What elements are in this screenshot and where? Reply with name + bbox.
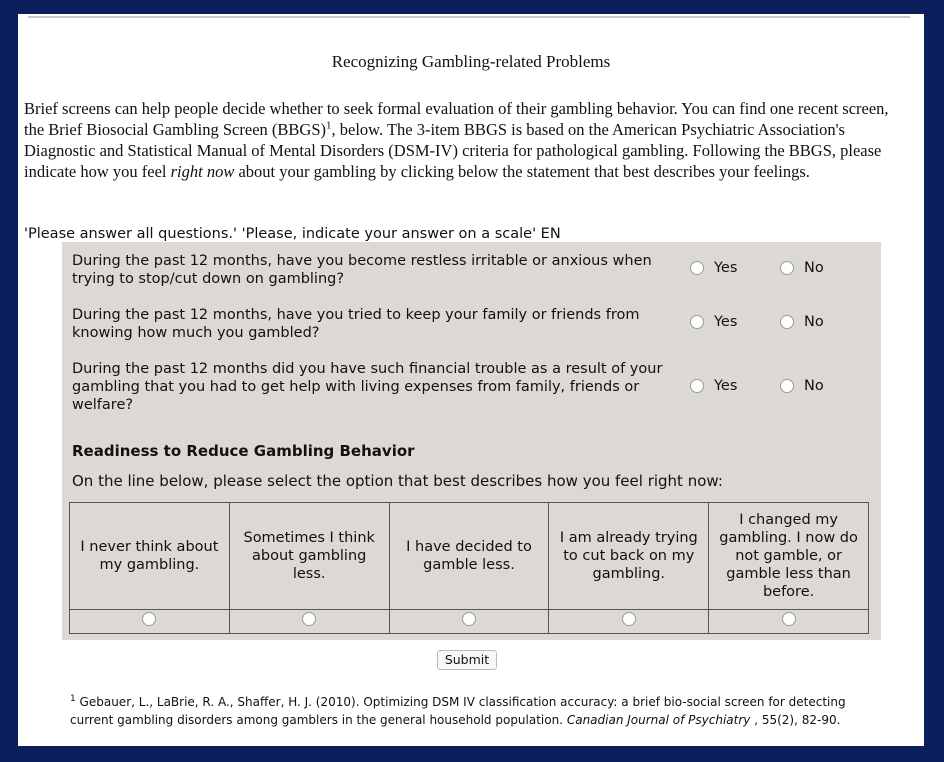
question-1-yes[interactable] [690, 260, 737, 276]
scale-radios-row [70, 610, 869, 634]
scale-option-3-radio[interactable] [462, 612, 476, 626]
question-3-no-radio[interactable] [780, 379, 794, 393]
question-1-yes-radio[interactable] [690, 261, 704, 275]
footnote-text: Gebauer, L., LaBrie, R. A., Shaffer, H. J. (2010). Optimizing DSM IV classification accuracy: a brief bio-social screen for detecting current gambling disorders among gamblers in the general household population. [70, 695, 846, 727]
readiness-instruction: On the line below, please select the option that best describes how you feel right now: [72, 472, 723, 490]
footnote [70, 690, 870, 729]
scale-labels-row [70, 503, 869, 610]
scale-option-4-label: I am already trying to cut back on my gambling. [549, 503, 709, 610]
scale-option-3-cell[interactable] [389, 610, 549, 634]
question-1-no-radio[interactable] [780, 261, 794, 275]
scale-option-1-cell[interactable] [70, 610, 230, 634]
question-2-yes-radio[interactable] [690, 315, 704, 329]
submit-button[interactable]: Submit [437, 650, 497, 670]
scale-option-2-radio[interactable] [302, 612, 316, 626]
question-3-yes[interactable] [690, 378, 737, 394]
survey-instructions: 'Please answer all questions.' 'Please, indicate your answer on a scale' EN [24, 226, 561, 242]
question-2-no-radio[interactable] [780, 315, 794, 329]
question-1-no-label: No [804, 260, 824, 276]
readiness-heading: Readiness to Reduce Gambling Behavior [72, 442, 415, 460]
question-2-no[interactable] [780, 314, 824, 330]
question-panel [62, 242, 881, 640]
question-1-no[interactable] [780, 260, 824, 276]
scale-option-5-radio[interactable] [782, 612, 796, 626]
intro-text-1: Brief screens can help people decide whether to seek formal evaluation of their gambling behavior. You can find one recent screen, the Brief Biosocial Gambling Screen (BBGS) [24, 99, 889, 139]
intro-text-3: about your gambling by clicking below the statement that best describes your feelings. [234, 162, 810, 181]
scale-option-3-label: I have decided to gamble less. [389, 503, 549, 610]
scale-option-4-cell[interactable] [549, 610, 709, 634]
footnote-number: 1 [70, 694, 76, 704]
question-1-yes-label: Yes [714, 260, 738, 276]
footnote-citation-end: , 55(2), 82-90. [750, 713, 841, 727]
scale-option-2-cell[interactable] [229, 610, 389, 634]
question-3-text: During the past 12 months did you have such financial trouble as a result of your gambling that you had to get help with living expenses from family, friends or welfare? [72, 361, 663, 413]
question-3-yes-label: Yes [714, 378, 738, 394]
scale-option-1-radio[interactable] [142, 612, 156, 626]
question-2-text: During the past 12 months, have you tried to keep your family or friends from knowing how much you gambled? [72, 307, 640, 341]
footnote-ref: 1 [326, 119, 332, 132]
question-3-no-label: No [804, 378, 824, 394]
question-2-yes[interactable] [690, 314, 737, 330]
intro-emphasis: right now [170, 162, 235, 181]
readiness-scale [69, 502, 869, 634]
question-1-text: During the past 12 months, have you become restless irritable or anxious when trying to stop/cut down on gambling? [72, 253, 652, 287]
question-3-yes-radio[interactable] [690, 379, 704, 393]
footnote-journal: Canadian Journal of Psychiatry [566, 713, 751, 727]
survey-page [18, 14, 924, 746]
scale-option-5-label: I changed my gambling. I now do not gamble, or gamble less than before. [709, 503, 869, 610]
intro-paragraph [24, 98, 904, 182]
intro-text-2: , below. The 3-item BBGS is based on the American Psychiatric Association's Diagnostic and Statistical Manual of Mental Disorders (DSM-IV) criteria for pathological gambling. Following the BBGS, please indicate how you feel [24, 120, 882, 181]
page-title: Recognizing Gambling-related Problems [331, 52, 611, 71]
scale-option-2-label: Sometimes I think about gambling less. [229, 503, 389, 610]
top-divider [28, 16, 910, 18]
question-2-no-label: No [804, 314, 824, 330]
question-3-no[interactable] [780, 378, 824, 394]
scale-option-5-cell[interactable] [709, 610, 869, 634]
question-2-yes-label: Yes [714, 314, 738, 330]
scale-option-4-radio[interactable] [622, 612, 636, 626]
scale-option-1-label: I never think about my gambling. [70, 503, 230, 610]
